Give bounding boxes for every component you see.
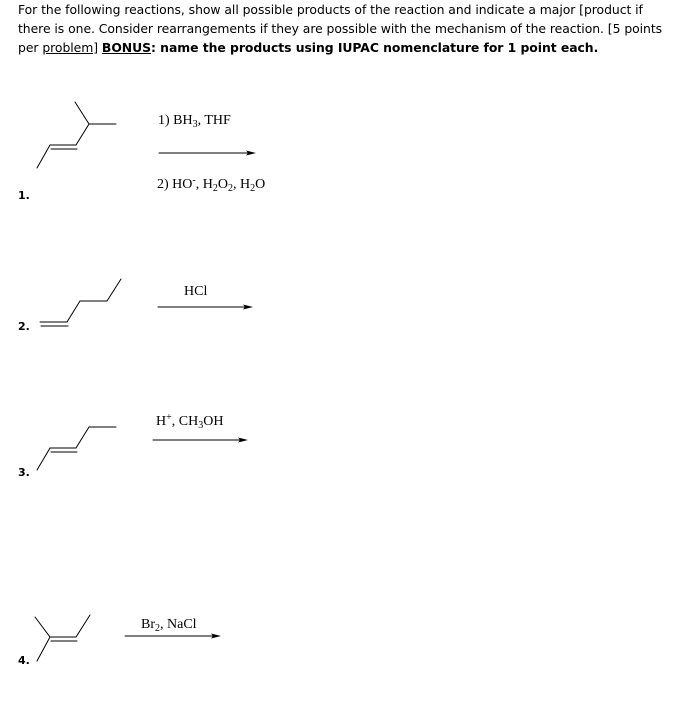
structure-3 bbox=[37, 427, 116, 470]
reagent-subscript: 2 bbox=[155, 623, 160, 634]
arrow-4 bbox=[125, 634, 221, 639]
reagent-subscript: 2 bbox=[227, 183, 233, 194]
structure-2 bbox=[40, 279, 121, 326]
reagent-text: 2) HO bbox=[157, 177, 193, 192]
reagent-2: HCl bbox=[184, 284, 208, 299]
structure-4 bbox=[35, 615, 90, 661]
reagent-superscript: + bbox=[166, 412, 172, 423]
reagent-subscript: 3 bbox=[198, 420, 204, 431]
reagent-subscript: 3 bbox=[192, 119, 198, 130]
problem-number-2: 2. bbox=[18, 320, 30, 333]
problem-number-3: 3. bbox=[18, 466, 30, 479]
reagent-1-step1 bbox=[158, 113, 231, 129]
reagent-subscript: 2 bbox=[250, 183, 256, 194]
reagent-text: , CH bbox=[171, 414, 199, 429]
arrow-2 bbox=[158, 305, 253, 310]
instructions-bonus: BONUS bbox=[101, 40, 152, 55]
reagent-1-step2 bbox=[157, 177, 265, 193]
instructions-problem-underlined: problem] bbox=[42, 40, 99, 55]
problem-number-1: 1. bbox=[18, 189, 30, 202]
reagent-text: O bbox=[217, 177, 228, 192]
structure-1 bbox=[37, 102, 116, 168]
reagent-text: H bbox=[156, 414, 167, 429]
reagent-text: , H bbox=[232, 177, 251, 192]
reagent-text: 1) BH bbox=[158, 113, 193, 128]
reagent-text: , THF bbox=[197, 113, 231, 128]
reagent-subscript: 2 bbox=[212, 183, 218, 194]
reagent-superscript: - bbox=[192, 175, 196, 186]
instructions-part1: For the following reactions, show all possible products of the reaction and indicate a major [product if there is one. Consider rearrangements if they are possible with the mechanism of the reaction. [5 points per bbox=[18, 2, 663, 55]
reagent-4 bbox=[141, 617, 197, 633]
instructions-bonus-text: : name the products using IUPAC nomenclature for 1 point each. bbox=[151, 40, 599, 55]
reagent-text: , NaCl bbox=[160, 617, 197, 632]
arrow-3 bbox=[153, 438, 248, 443]
reagent-text: OH bbox=[203, 414, 224, 429]
reagent-3 bbox=[156, 414, 223, 430]
reagent-text: , H bbox=[195, 177, 213, 192]
arrow-1 bbox=[159, 151, 256, 156]
reagent-text: Br bbox=[141, 617, 155, 632]
reagent-text: O bbox=[255, 177, 266, 192]
problem-number-4: 4. bbox=[18, 654, 30, 667]
